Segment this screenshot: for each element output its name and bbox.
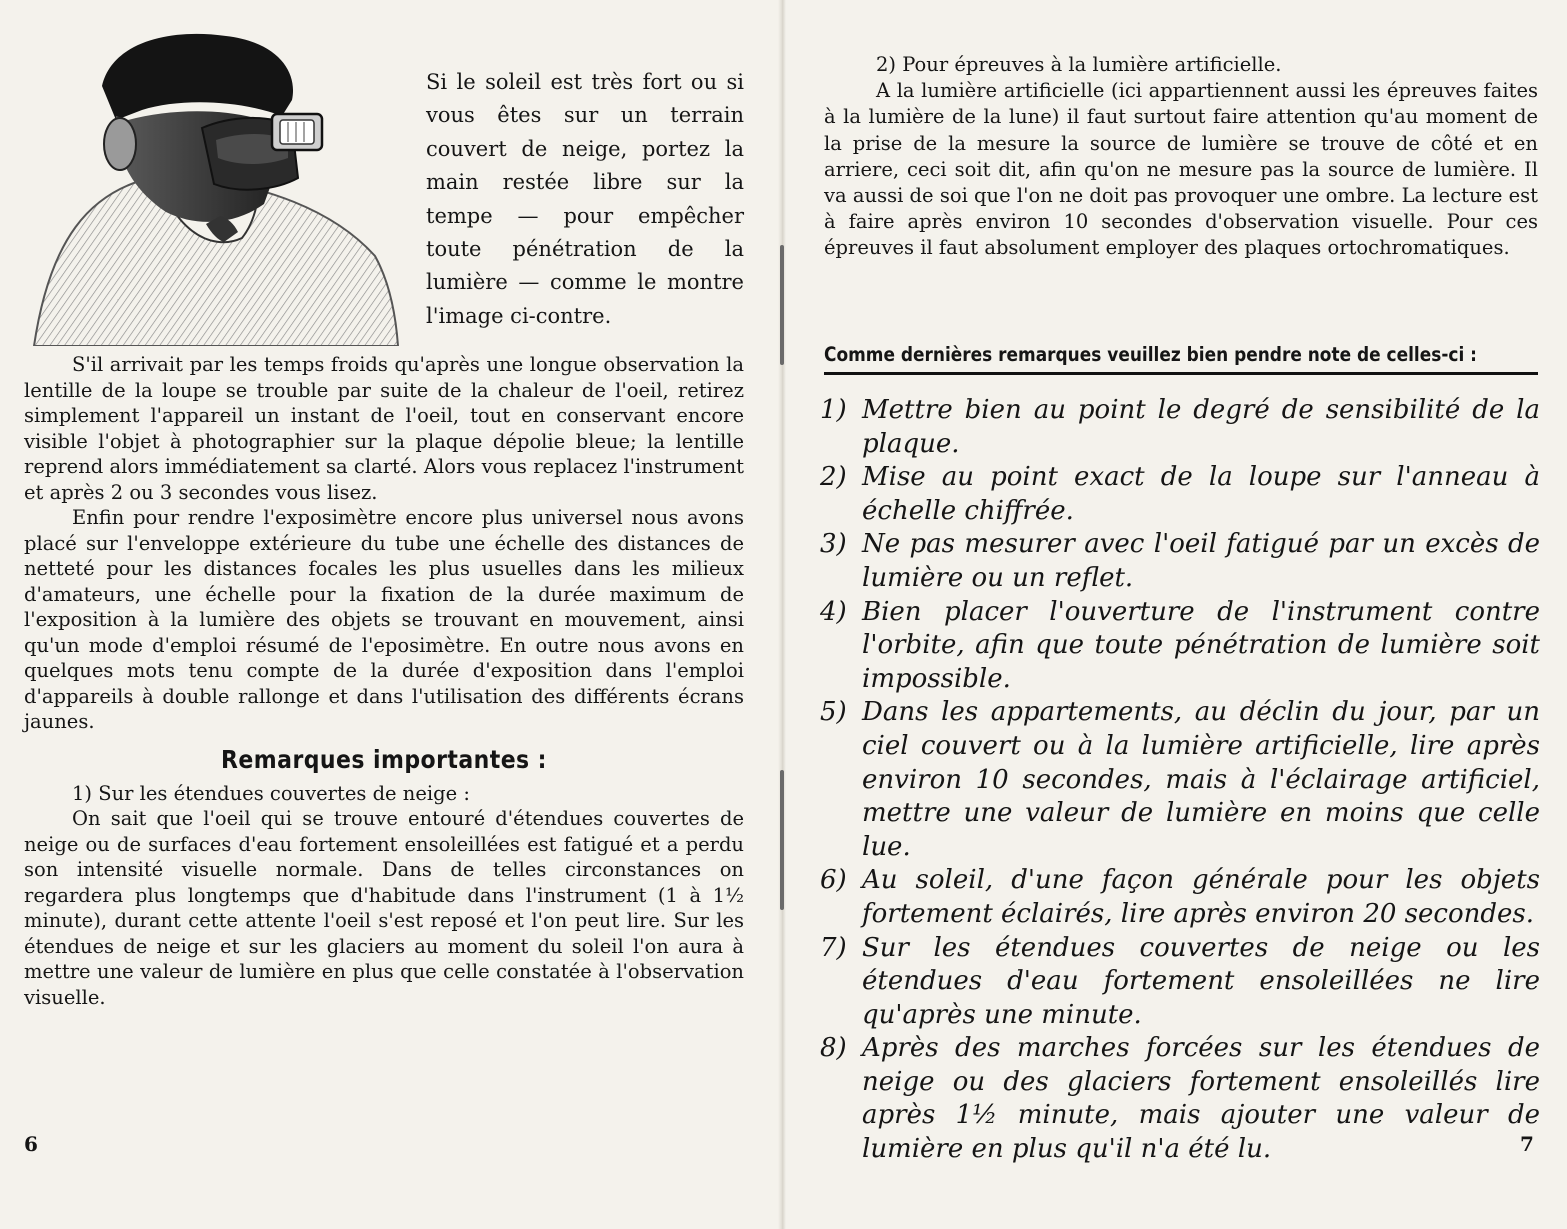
- list-item-number: 6): [820, 865, 847, 896]
- left-page: [0, 0, 775, 1229]
- list-item-text: Mettre bien au point le degré de sensibilité de la plaque.: [862, 395, 1540, 459]
- list-item: [820, 1032, 1540, 1166]
- list-item-text: Dans les appartements, au déclin du jour, par un ciel couvert ou à la lumière artificielle, lire après environ 10 secondes, mais à l'éclairage artificiel, mettre une valeur de lumière en moins que celle lue.: [862, 697, 1540, 862]
- right-body-text: [824, 52, 1538, 262]
- heading-rule: [824, 372, 1538, 375]
- staple-mark: [780, 245, 784, 365]
- list-item-number: 1): [820, 395, 847, 425]
- section-heading-important-remarks: Remarques importantes :: [221, 744, 547, 774]
- illustration-caption-text: [426, 66, 744, 333]
- left-body-text: [24, 352, 744, 1010]
- man-with-exposure-meter-illustration: [30, 28, 400, 346]
- section-heading-final-remarks: Comme dernières remarques veuillez bien pendre note de celles-ci :: [824, 343, 1477, 366]
- paragraph-snow: On sait que l'oeil qui se trouve entouré d'étendues couvertes de neige ou de surfaces d'eau fortement ensoleillées est fatigué et a perdu son intensité visuelle normale. Dans de telles circonstances on regardera plus longtemps que d'habitude dans l'instrument (1 à 1½ minute), durant cette attente l'oeil s'est reposé et l'on peut lire. Sur les étendues de neige et sur les glaciers au moment du soleil l'on aura à mettre une valeur de lumière en plus que celle constatée à l'observation visuelle.: [24, 807, 744, 1009]
- paragraph-condensation: S'il arrivait par les temps froids qu'après une longue observation la lentille de la loupe se trouble par suite de la chaleur de l'oeil, retirez simplement l'appareil un instant de l'oeil, tout en conservant encore visible l'objet à photographier sur la plaque dépolie bleue; la lentille reprend alors immédiatement sa clarté. Alors vous replacez l'instrument et après 2 ou 3 secondes vous lisez.: [24, 353, 744, 504]
- paragraph-universal-meter: Enfin pour rendre l'exposimètre encore plus universel nous avons placé sur l'enveloppe extérieure du tube une échelle des distances de netteté pour les distances focales les plus usuelles dans les milieux d'amateurs, une échelle pour la fixation de la durée maximum de l'exposition à la lumière des objets se trouvant en mouvement, ainsi qu'un mode d'emploi résumé de l'eposimètre. En outre nous avons en quelques mots tenu compte de la durée d'exposition dans l'emploi d'appareils à double rallonge et dans l'utilisation des différents écrans jaunes.: [24, 506, 744, 733]
- list-item: [820, 696, 1540, 864]
- list-item-number: 8): [820, 1033, 847, 1064]
- list-item-text: Après des marches forcées sur les étendues de neige ou des glaciers fortement ensoleillés lire après 1½ minute, mais ajouter une valeur de lumière en plus qu'il n'a été lu.: [862, 1033, 1540, 1165]
- list-item: [820, 461, 1540, 528]
- list-item-number: 5): [820, 697, 847, 728]
- list-item: [820, 528, 1540, 595]
- list-item-text: Bien placer l'ouverture de l'instrument contre l'orbite, afin que toute pénétration de lumière soit impossible.: [862, 596, 1540, 694]
- list-item-text: Sur les étendues couvertes de neige ou les étendues d'eau fortement ensoleillées ne lire qu'après une minute.: [862, 932, 1540, 1030]
- list-item-number: 4): [820, 596, 847, 627]
- list-item-number: 2): [820, 462, 847, 493]
- page-number: 6: [24, 1132, 38, 1156]
- list-item-text: Mise au point exact de la loupe sur l'anneau à échelle chiffrée.: [862, 462, 1540, 526]
- list-item: [820, 596, 1540, 697]
- list-item-number: 3): [820, 529, 847, 560]
- paragraph-artificial-light: A la lumière artificielle (ici appartiennent aussi les épreuves faites à la lumière de la lune) il faut surtout faire attention qu'au moment de la prise de la mesure la source de lumière se trouve de côté et en arriere, ceci soit dit, afin qu'on ne mesure pas la source de lumière. Il va aussi de soi que l'on ne doit pas provoquer une ombre. La lecture est à faire après environ 10 secondes d'observation visuelle. Pour ces épreuves il faut absolument employer des plaques ortochromatiques.: [824, 79, 1538, 260]
- float-paragraph: Si le soleil est très fort ou si vous êtes sur un terrain couvert de neige, portez la main restée libre sur la tempe — pour empêcher toute pénétration de la lumière — comme le montre l'image ci-contre.: [426, 70, 744, 328]
- list-item: [820, 932, 1540, 1033]
- subheading-snow: 1) Sur les étendues couvertes de neige :: [72, 781, 470, 805]
- list-item-text: Au soleil, d'une façon générale pour les objets fortement éclairés, lire après environ 20 secondes.: [862, 865, 1540, 929]
- subheading-artificial-light: 2) Pour épreuves à la lumière artificielle.: [876, 53, 1282, 76]
- list-item-text: Ne pas mesurer avec l'oeil fatigué par un excès de lumière ou un reflet.: [862, 529, 1540, 593]
- final-remarks-list: [820, 394, 1540, 1167]
- right-page: [790, 0, 1567, 1229]
- list-item-number: 7): [820, 932, 847, 963]
- page-number: 7: [1520, 1132, 1534, 1156]
- page-fold: [778, 0, 786, 1229]
- list-item: [820, 864, 1540, 931]
- staple-mark: [780, 770, 784, 910]
- list-item: [820, 394, 1540, 461]
